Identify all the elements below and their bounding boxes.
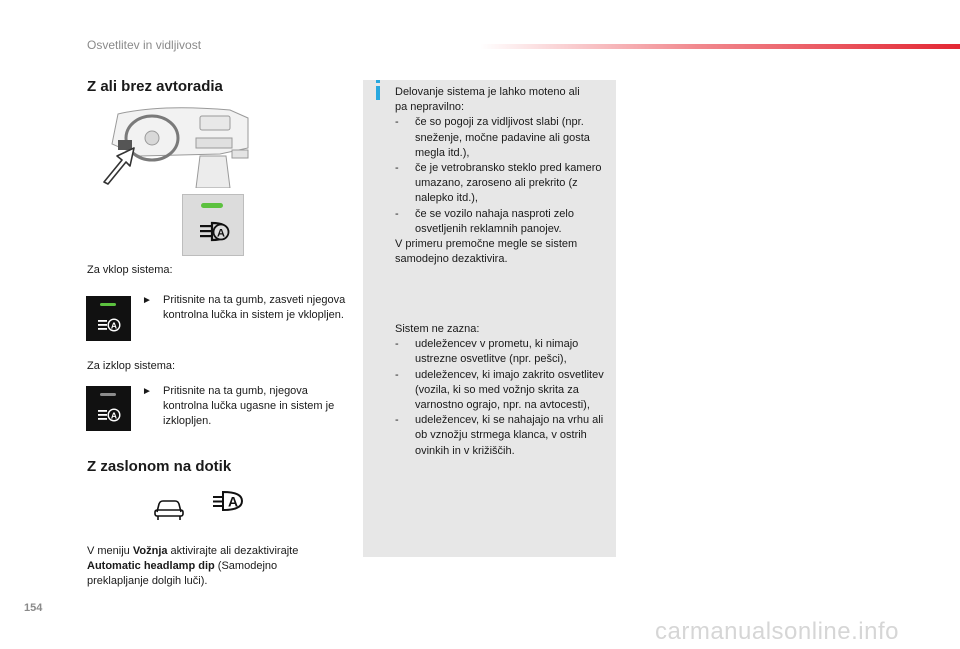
info-accent-bar: [376, 86, 380, 100]
info-item: udeležencev, ki imajo zakrito osvetlitev (vozila, ki so med vožnjo skrita za varnostno ograjo, npr. na avtocesti),: [415, 368, 604, 412]
svg-text:A: A: [110, 410, 118, 421]
info-item: če so pogoji za vidljivost slabi (npr. sneženje, močne padavine ali gosta megla itd.),: [415, 116, 590, 159]
watermark: carmanualsonline.info: [655, 618, 899, 645]
dashboard-illustration: [100, 104, 250, 188]
heading-touchscreen: Z zaslonom na dotik: [87, 458, 232, 475]
page-number: 154: [24, 602, 43, 614]
menu-name-driving: Vožnja: [132, 545, 168, 557]
svg-text:A: A: [110, 320, 118, 331]
auto-high-beam-icon: [212, 488, 244, 514]
auto-beam-button-off[interactable]: [86, 386, 131, 431]
touchscreen-instruction: V meniju Vožnja aktivirajte ali dezaktivirajte Automatic headlamp dip (Samodejno preklapljanje dolgih luči).: [87, 545, 299, 587]
info-outro: V primeru premočne megle se sistem samodejno dezaktivira.: [395, 238, 578, 266]
heading-with-radio: Z ali brez avtoradia: [87, 78, 223, 95]
button-detail-frame: [182, 194, 244, 256]
info-intro-line1: Delovanje sistema je lahko moteno ali: [395, 86, 580, 98]
info-item: če je vetrobransko steklo pred kamero umazano, zaroseno ali prekrito (z nalepko itd.),: [415, 162, 602, 205]
info-intro-line2: pa nepravilno:: [395, 101, 465, 114]
indicator-lamp-on: [201, 203, 223, 208]
info-item: udeležencev, ki se nahajajo na vrhu ali ob vznožju strmega klanca, v ostrih ovinkih in v križiščih.: [415, 414, 604, 457]
bullet-arrow-icon: ►: [142, 295, 152, 306]
enable-instruction: Pritisnite na ta gumb, zasveti njegova kontrolna lučka in sistem je vklopljen.: [163, 294, 346, 321]
header-accent-bar: [480, 44, 960, 49]
section-header-title: Osvetlitev in vidljivost: [87, 38, 202, 52]
info-item: če se vozilo nahaja nasproti zelo osvetljenih reklamnih panojev.: [415, 207, 574, 235]
auto-beam-button-on[interactable]: [86, 296, 131, 341]
info-block-limitations: Delovanje sistema je lahko moteno ali pa nepravilno: - če so pogoji za vidljivost slabi (npr. sneženje, močne padavine ali gosta megla itd.), - če je vetrobransko steklo pred kamero umazano, zaroseno ali prekrito (z nalepko itd.), - če se vozilo nahaja nasproti zelo osvetljenih reklamnih panojev. V primeru premočne megle se sistem samodejno dezaktivira.: [395, 85, 610, 267]
svg-text:A: A: [217, 227, 225, 240]
enable-label: Za vklop sistema:: [87, 264, 173, 276]
info-intro2: Sistem ne zazna:: [395, 323, 480, 335]
disable-instruction: Pritisnite na ta gumb, njegova kontrolna lučka ugasne in sistem je izklopljen.: [163, 385, 335, 427]
info-block-not-detected: Sistem ne zazna: - udeležencev v prometu, ki nimajo ustrezne osvetlitve (npr. pešci), - udeležencev, ki imajo zakrito osvetlitev (vozila, ki so med vožnjo skrita za varnostno ograjo, npr. na avtocesti), - udeležencev, ki se nahajajo na vrhu ali ob vznožju strmega klanca, v ostrih ovinkih in v križiščih.: [395, 322, 610, 459]
bullet-arrow-icon: ►: [142, 386, 152, 397]
svg-text:A: A: [227, 493, 239, 510]
info-accent-dot: [376, 80, 380, 83]
option-name: Automatic headlamp dip: [87, 560, 215, 572]
disable-label: Za izklop sistema:: [87, 360, 176, 372]
car-icon: [153, 496, 185, 522]
info-item: udeležencev v prometu, ki nimajo ustrezne osvetlitve (npr. pešci),: [415, 338, 579, 366]
